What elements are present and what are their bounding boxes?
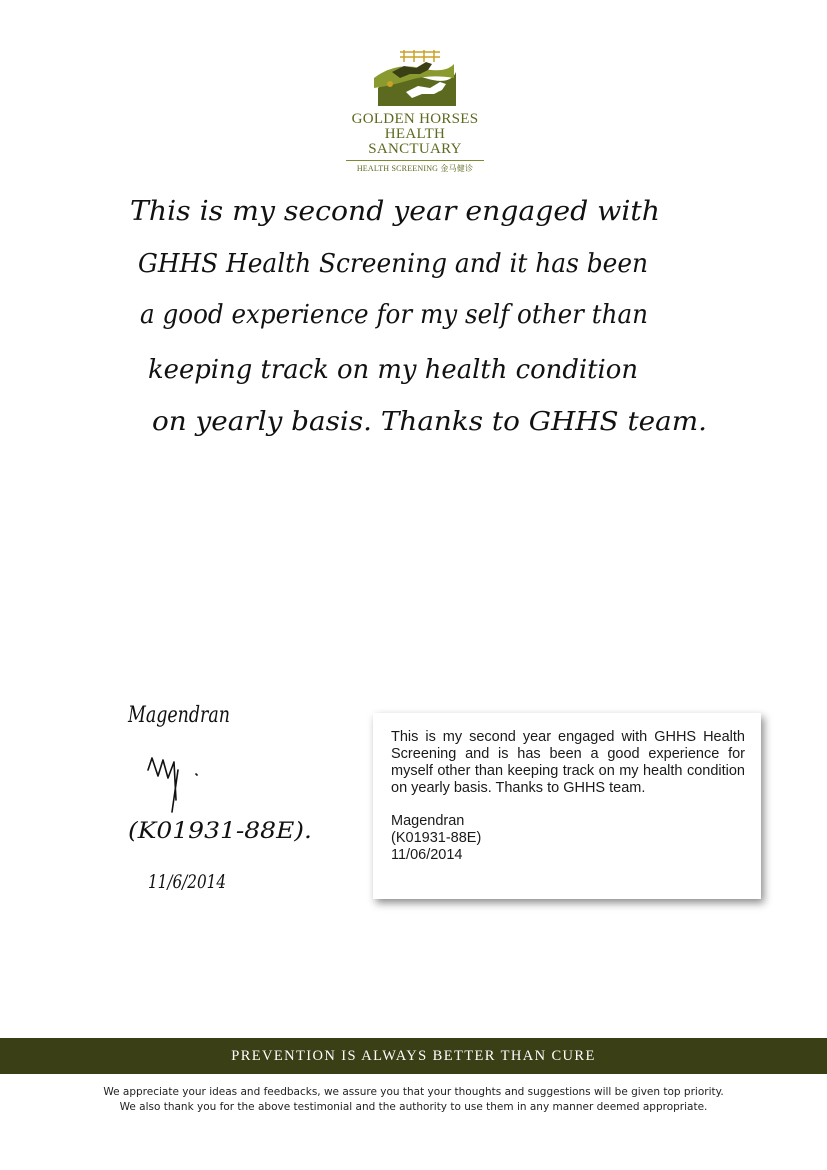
transcript-card xyxy=(373,713,761,899)
footer-line-2: We also thank you for the above testimonial and the authority to use them in any manner deemed appropriate. xyxy=(119,1101,708,1113)
slogan-banner xyxy=(0,1038,827,1074)
transcript-body: This is my second year engaged with GHHS Health Screening and is has been a good experience for myself other than keeping track on my health condition on yearly basis. Thanks to GHHS team. xyxy=(391,729,745,796)
transcript-name: Magendran xyxy=(391,813,465,829)
handwritten-signature xyxy=(148,758,197,812)
handwritten-line-5: on yearly basis. Thanks to GHHS team. xyxy=(152,407,707,437)
handwritten-name: Magendran xyxy=(127,703,230,728)
logo-subtitle: HEALTH SCREENING 金马健诊 xyxy=(356,164,474,173)
trademark-mark: TM xyxy=(438,92,447,98)
handwritten-id: (K01931-88E). xyxy=(128,819,312,844)
footer-note xyxy=(0,1085,827,1115)
handwritten-line-3: a good experience for my self other than xyxy=(140,300,648,330)
footer-line-1: We appreciate your ideas and feedbacks, we assure you that your thoughts and suggestions will be given top priority. xyxy=(103,1086,724,1098)
logo-line-1: GOLDEN HORSES xyxy=(351,111,479,127)
handwritten-date: 11/6/2014 xyxy=(148,871,226,893)
handwritten-line-2: GHHS Health Screening and it has been xyxy=(138,249,648,279)
transcript-date: 11/06/2014 xyxy=(391,847,463,863)
handwritten-line-1: This is my second year engaged with xyxy=(130,196,660,227)
logo-line-2: HEALTH SANCTUARY xyxy=(368,126,462,157)
handwritten-line-4: keeping track on my health condition xyxy=(148,355,638,385)
transcript-id: (K01931-88E) xyxy=(391,830,482,846)
slogan-text: PREVENTION IS ALWAYS BETTER THAN CURE xyxy=(231,1047,596,1064)
